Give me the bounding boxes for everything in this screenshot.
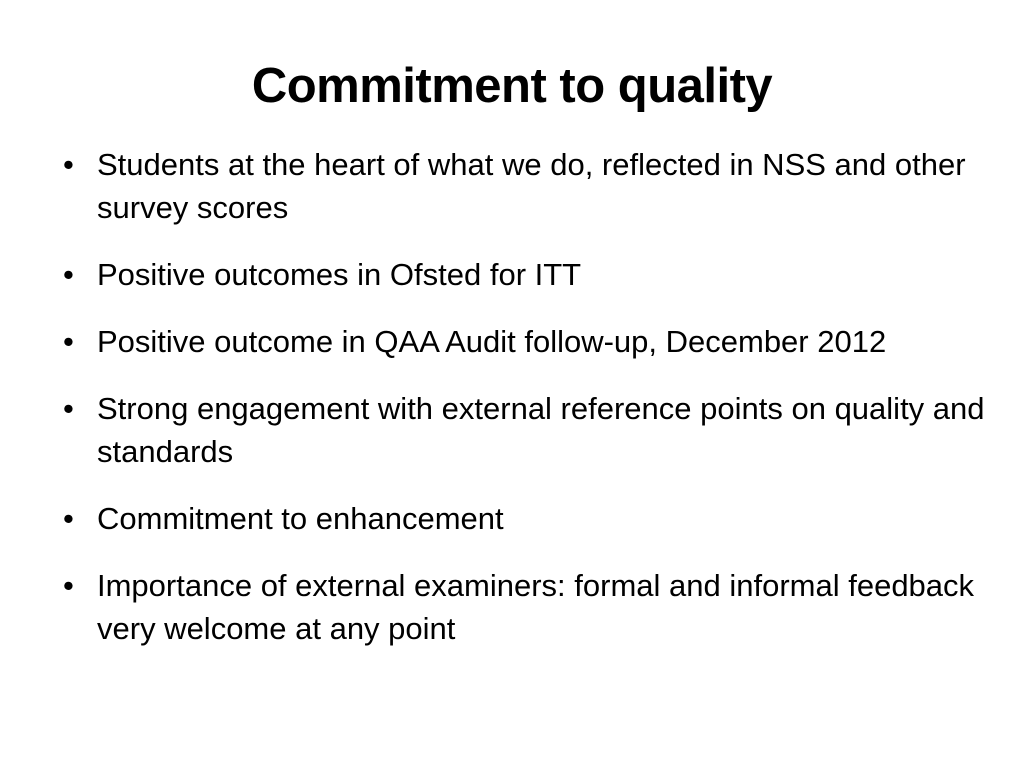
bullet-icon: • <box>63 257 74 292</box>
bullet-icon: • <box>63 391 74 426</box>
list-item <box>55 497 985 540</box>
bullet-icon: • <box>63 568 74 603</box>
list-item <box>55 143 985 229</box>
list-item-text: Strong engagement with external reference points on quality and standards <box>97 391 985 469</box>
list-item <box>55 253 985 296</box>
list-item <box>55 387 985 473</box>
bullet-icon: • <box>63 147 74 182</box>
list-item <box>55 320 985 363</box>
bullet-list <box>55 143 985 674</box>
list-item-text: Importance of external examiners: formal and informal feedback very welcome at any point <box>97 568 975 646</box>
list-item-text: Students at the heart of what we do, reflected in NSS and other survey scores <box>97 147 966 225</box>
list-item-text: Positive outcomes in Ofsted for ITT <box>97 257 582 292</box>
bullet-icon: • <box>63 324 74 359</box>
page-title: Commitment to quality <box>251 59 773 113</box>
list-item-text: Positive outcome in QAA Audit follow-up, December 2012 <box>97 324 887 359</box>
list-item <box>55 564 985 650</box>
list-item-text: Commitment to enhancement <box>97 501 504 536</box>
bullet-icon: • <box>63 501 74 536</box>
